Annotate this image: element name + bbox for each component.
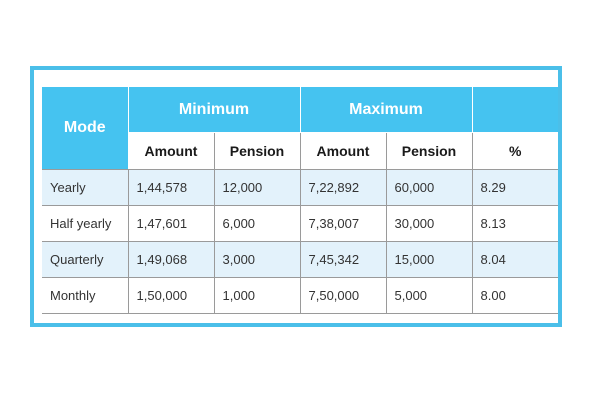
cell-max-pension: 15,000	[386, 242, 472, 278]
header-row	[42, 87, 558, 133]
subheader-max-pension: Pension	[386, 133, 472, 170]
cell-max-pension: 60,000	[386, 170, 472, 206]
header-maximum: Maximum	[300, 87, 472, 133]
cell-percent: 8.13	[472, 206, 558, 242]
table-row	[42, 278, 558, 314]
cell-min-pension: 6,000	[214, 206, 300, 242]
cell-mode: Quarterly	[42, 242, 128, 278]
cell-min-amount: 1,44,578	[128, 170, 214, 206]
subheader-max-amount: Amount	[300, 133, 386, 170]
subheader-min-pension: Pension	[214, 133, 300, 170]
subheader-min-amount: Amount	[128, 133, 214, 170]
cell-min-amount: 1,50,000	[128, 278, 214, 314]
cell-min-pension: 3,000	[214, 242, 300, 278]
pension-table	[42, 87, 558, 314]
cell-percent: 8.00	[472, 278, 558, 314]
cell-max-pension: 30,000	[386, 206, 472, 242]
table-row	[42, 170, 558, 206]
cell-max-pension: 5,000	[386, 278, 472, 314]
cell-mode: Half yearly	[42, 206, 128, 242]
subheader-percent: %	[472, 133, 558, 170]
cell-min-pension: 1,000	[214, 278, 300, 314]
cell-mode: Monthly	[42, 278, 128, 314]
cell-max-amount: 7,38,007	[300, 206, 386, 242]
cell-min-amount: 1,47,601	[128, 206, 214, 242]
cell-max-amount: 7,45,342	[300, 242, 386, 278]
table-row	[42, 242, 558, 278]
cell-max-amount: 7,50,000	[300, 278, 386, 314]
cell-max-amount: 7,22,892	[300, 170, 386, 206]
cell-min-pension: 12,000	[214, 170, 300, 206]
header-mode: Mode	[42, 87, 128, 170]
cell-mode: Yearly	[42, 170, 128, 206]
header-minimum: Minimum	[128, 87, 300, 133]
header-blank	[472, 87, 558, 133]
table-row	[42, 206, 558, 242]
cell-min-amount: 1,49,068	[128, 242, 214, 278]
cell-percent: 8.29	[472, 170, 558, 206]
cell-percent: 8.04	[472, 242, 558, 278]
